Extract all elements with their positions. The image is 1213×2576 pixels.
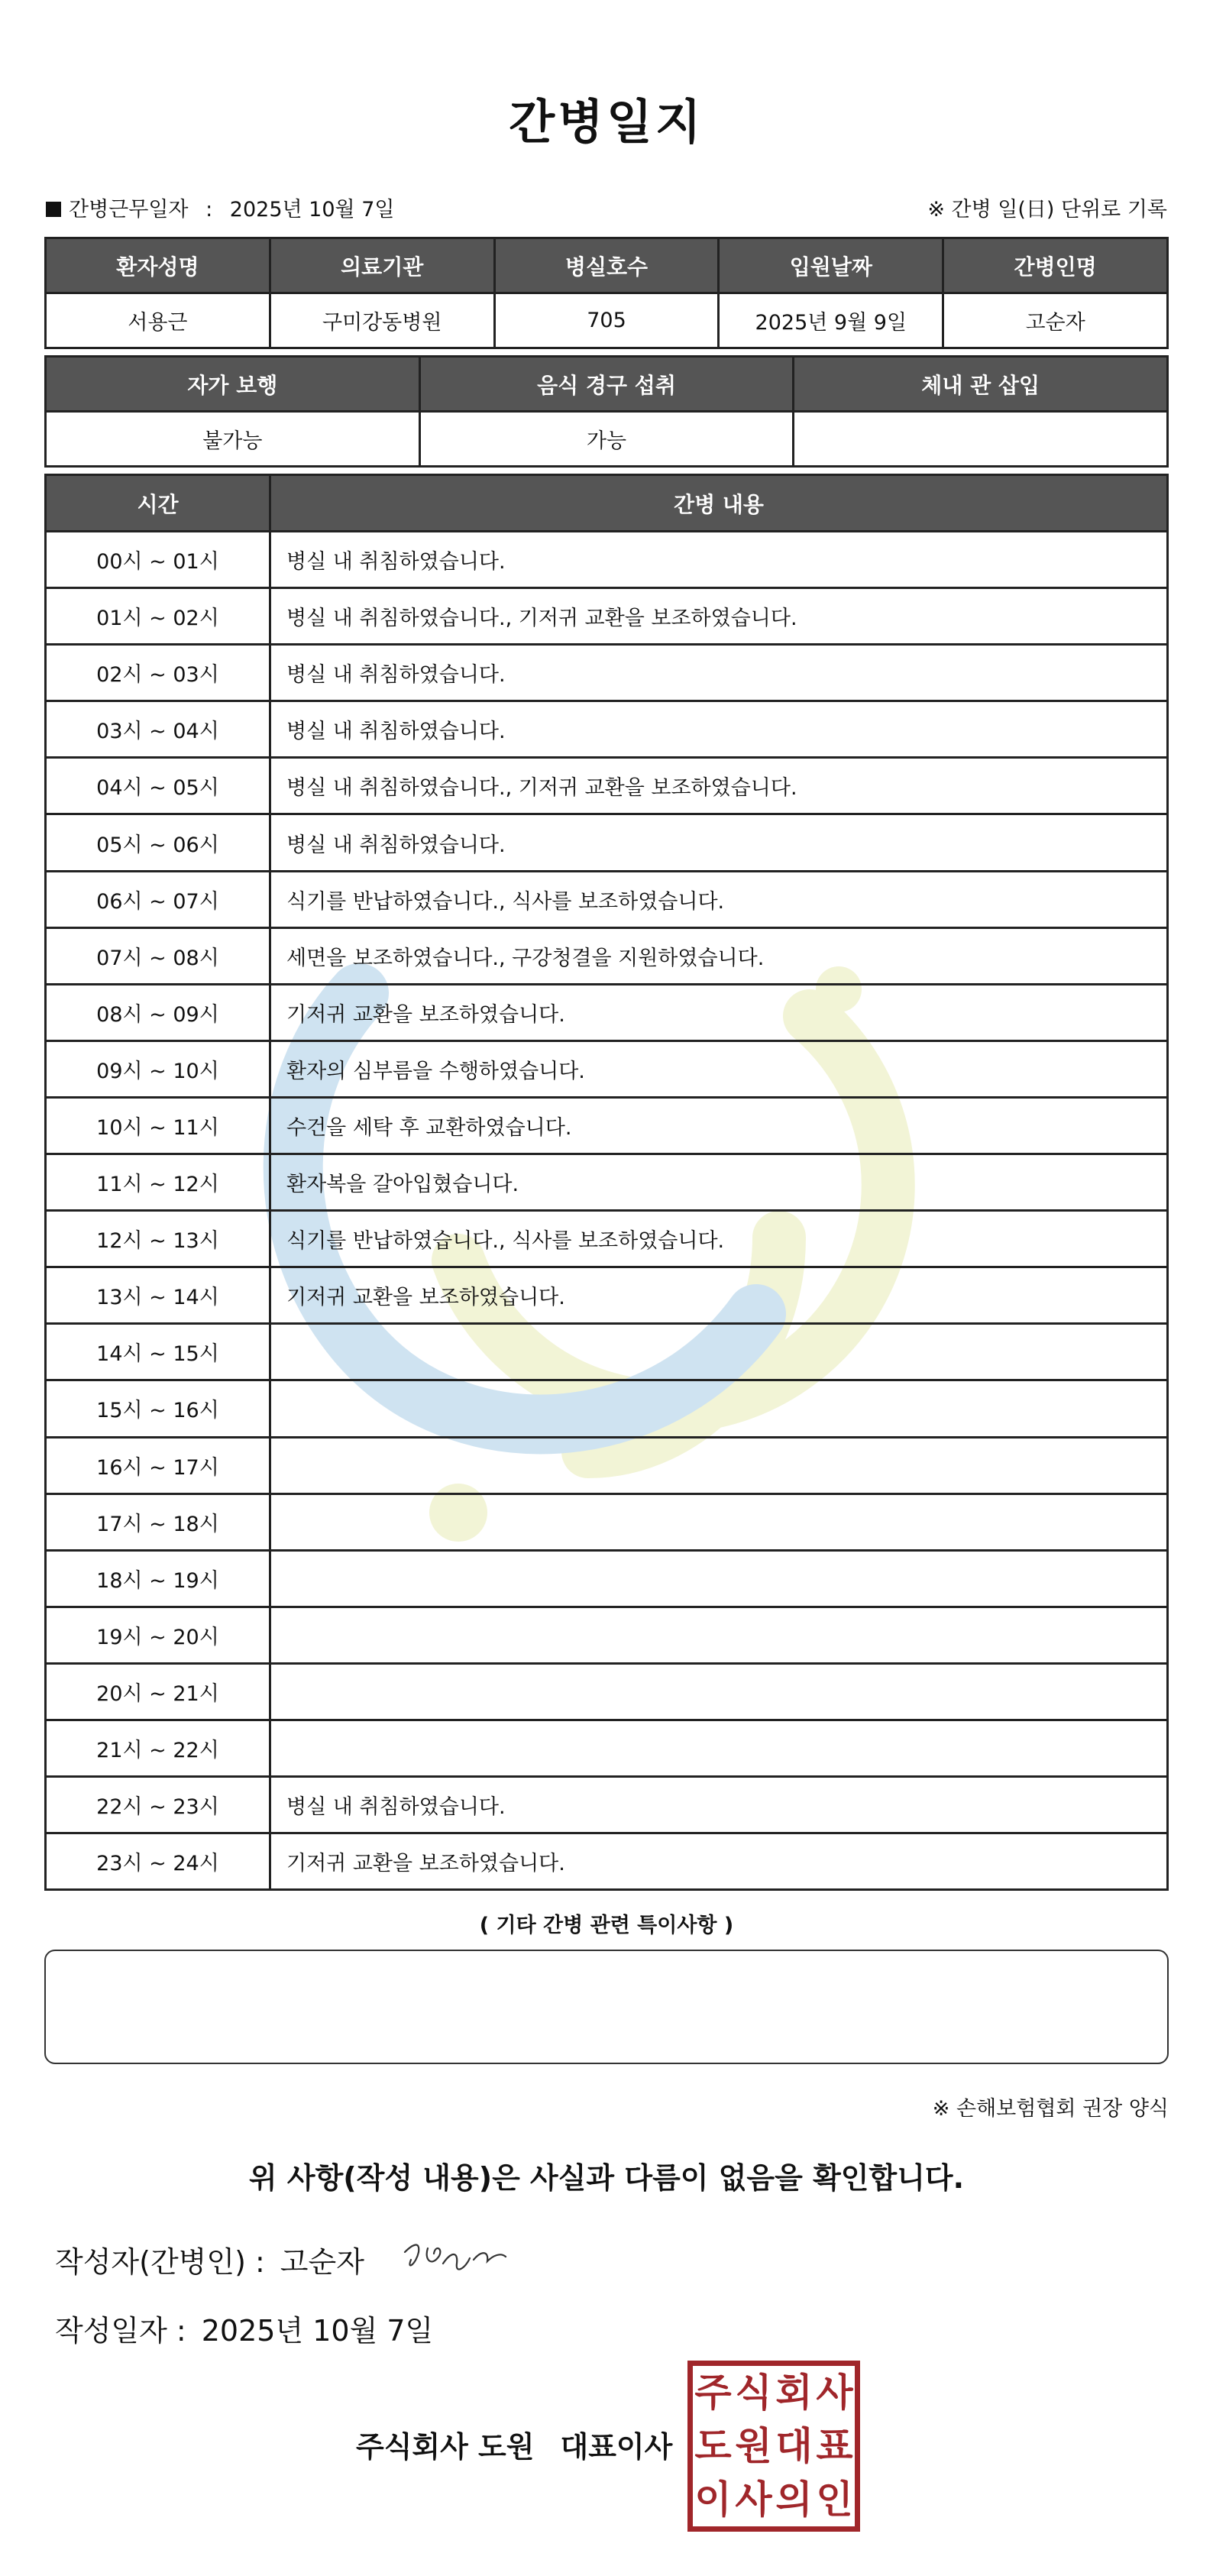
seal-character: 회 <box>775 2371 813 2415</box>
time-slot: 00시 ~ 01시 <box>46 532 270 588</box>
care-content: 병실 내 취침하였습니다. <box>270 1777 1168 1833</box>
seal-character: 식 <box>735 2371 772 2415</box>
patient-name: 서용근 <box>46 293 270 348</box>
admission-date: 2025년 9월 9일 <box>719 293 943 348</box>
care-content: 병실 내 취침하였습니다. <box>270 814 1168 871</box>
care-content <box>270 1380 1168 1437</box>
care-content: 세면을 보조하였습니다., 구강청결을 지원하였습니다. <box>270 927 1168 984</box>
table-row <box>46 701 1168 758</box>
care-content: 수건을 세탁 후 교환하였습니다. <box>270 1097 1168 1154</box>
header-room-number: 병실호수 <box>494 238 719 293</box>
written-date-label: 작성일자 : <box>55 2314 186 2348</box>
time-slot: 17시 ~ 18시 <box>46 1493 270 1550</box>
time-slot: 21시 ~ 22시 <box>46 1720 270 1776</box>
seal-character: 주 <box>694 2371 732 2415</box>
seal-character: 의 <box>775 2477 813 2522</box>
time-slot: 03시 ~ 04시 <box>46 701 270 758</box>
patient-status-table <box>44 355 1169 468</box>
header-hospital: 의료기관 <box>270 238 494 293</box>
table-row <box>46 645 1168 701</box>
square-bullet-icon <box>46 202 61 217</box>
writer-name: 고순자 <box>280 2245 364 2279</box>
table-row <box>46 1720 1168 1776</box>
notes-box <box>44 1950 1169 2064</box>
written-date-line <box>55 2307 433 2349</box>
seal-character: 도 <box>694 2424 732 2468</box>
time-slot: 18시 ~ 19시 <box>46 1550 270 1607</box>
table-row <box>46 1777 1168 1833</box>
seal-character: 인 <box>816 2477 853 2522</box>
table-row <box>46 1211 1168 1267</box>
table-row <box>46 1097 1168 1154</box>
header-care-content: 간병 내용 <box>270 475 1168 532</box>
care-content: 병실 내 취침하였습니다., 기저귀 교환을 보조하였습니다. <box>270 758 1168 814</box>
time-slot: 07시 ~ 08시 <box>46 927 270 984</box>
seal-character: 이 <box>694 2477 732 2522</box>
work-date-label: 간병근무일자 <box>69 198 189 222</box>
table-row <box>46 1607 1168 1663</box>
patient-info-table <box>44 237 1169 349</box>
header-patient-name: 환자성명 <box>46 238 270 293</box>
confirmation-statement: 위 사항(작성 내용)은 사실과 다름이 없음을 확인합니다. <box>248 2161 965 2195</box>
writer-label: 작성자(간병인) : <box>55 2245 265 2279</box>
time-slot: 04시 ~ 05시 <box>46 758 270 814</box>
care-content <box>270 1720 1168 1776</box>
hospital-name: 구미강동병원 <box>270 293 494 348</box>
seal-character: 대 <box>775 2424 813 2468</box>
care-content: 환자복을 갈아입혔습니다. <box>270 1154 1168 1211</box>
time-slot: 08시 ~ 09시 <box>46 984 270 1040</box>
care-content: 기저귀 교환을 보조하였습니다. <box>270 1267 1168 1324</box>
header-tube-insertion: 체내 관 삽입 <box>794 357 1168 412</box>
company-seal-stamp <box>687 2361 860 2532</box>
table-row <box>46 532 1168 588</box>
notes-title: ( 기타 간병 관련 특이사항 ) <box>479 1914 734 1937</box>
work-date-value: 2025년 10월 7일 <box>229 198 395 222</box>
written-date-value: 2025년 10월 7일 <box>201 2314 434 2348</box>
table-row <box>46 1550 1168 1607</box>
time-slot: 11시 ~ 12시 <box>46 1154 270 1211</box>
table-row <box>46 1380 1168 1437</box>
header-caregiver-name: 간병인명 <box>943 238 1168 293</box>
care-content: 식기를 반납하였습니다., 식사를 보조하였습니다. <box>270 871 1168 927</box>
table-row <box>46 1493 1168 1550</box>
tube-insertion-value <box>794 412 1168 467</box>
header-admission-date: 입원날짜 <box>719 238 943 293</box>
table-row <box>46 814 1168 871</box>
care-content: 기저귀 교환을 보조하였습니다. <box>270 984 1168 1040</box>
seal-character: 원 <box>735 2424 772 2468</box>
time-slot: 15시 ~ 16시 <box>46 1380 270 1437</box>
care-content: 병실 내 취침하였습니다. <box>270 701 1168 758</box>
care-content: 식기를 반납하였습니다., 식사를 보조하였습니다. <box>270 1211 1168 1267</box>
time-slot: 12시 ~ 13시 <box>46 1211 270 1267</box>
time-slot: 19시 ~ 20시 <box>46 1607 270 1663</box>
table-row <box>46 871 1168 927</box>
time-slot: 22시 ~ 23시 <box>46 1777 270 1833</box>
company-line <box>356 2423 672 2465</box>
table-row <box>46 758 1168 814</box>
care-content <box>270 1493 1168 1550</box>
self-walking-value: 불가능 <box>46 412 420 467</box>
page-title: 간병일지 <box>509 94 704 150</box>
table-row <box>46 1833 1168 1890</box>
time-slot: 23시 ~ 24시 <box>46 1833 270 1890</box>
care-content: 병실 내 취침하였습니다. <box>270 645 1168 701</box>
header-time: 시간 <box>46 475 270 532</box>
time-slot: 09시 ~ 10시 <box>46 1040 270 1097</box>
seal-character: 사 <box>735 2477 772 2522</box>
care-content <box>270 1663 1168 1720</box>
work-date-separator: : <box>205 198 213 222</box>
care-content: 환자의 심부름을 수행하였습니다. <box>270 1040 1168 1097</box>
table-row <box>46 1324 1168 1380</box>
care-log-table <box>44 474 1169 1891</box>
representative-title: 대표이사 <box>560 2430 673 2464</box>
caregiver-name: 고순자 <box>943 293 1168 348</box>
time-slot: 01시 ~ 02시 <box>46 588 270 645</box>
header-self-walking: 자가 보행 <box>46 357 420 412</box>
oral-intake-value: 가능 <box>419 412 794 467</box>
care-content <box>270 1324 1168 1380</box>
care-content <box>270 1607 1168 1663</box>
time-slot: 02시 ~ 03시 <box>46 645 270 701</box>
recommend-note: ※ 손해보험협회 권장 양식 <box>932 2097 1169 2121</box>
time-slot: 16시 ~ 17시 <box>46 1437 270 1493</box>
table-row <box>46 588 1168 645</box>
table-row <box>46 1267 1168 1324</box>
seal-character: 표 <box>816 2424 853 2468</box>
table-row <box>46 1154 1168 1211</box>
work-date-line <box>46 193 394 222</box>
time-slot: 20시 ~ 21시 <box>46 1663 270 1720</box>
time-slot: 14시 ~ 15시 <box>46 1324 270 1380</box>
care-content: 기저귀 교환을 보조하였습니다. <box>270 1833 1168 1890</box>
handwritten-signature <box>397 2229 512 2283</box>
seal-character: 사 <box>816 2371 853 2415</box>
table-row <box>46 984 1168 1040</box>
time-slot: 10시 ~ 11시 <box>46 1097 270 1154</box>
daily-record-note: ※ 간병 일(日) 단위로 기록 <box>927 198 1167 222</box>
care-content: 병실 내 취침하였습니다., 기저귀 교환을 보조하였습니다. <box>270 588 1168 645</box>
room-number: 705 <box>494 293 719 348</box>
company-name: 주식회사 도원 <box>356 2430 535 2464</box>
time-slot: 05시 ~ 06시 <box>46 814 270 871</box>
care-content <box>270 1550 1168 1607</box>
care-content <box>270 1437 1168 1493</box>
header-oral-intake: 음식 경구 섭취 <box>419 357 794 412</box>
time-slot: 06시 ~ 07시 <box>46 871 270 927</box>
time-slot: 13시 ~ 14시 <box>46 1267 270 1324</box>
table-row <box>46 1663 1168 1720</box>
table-row <box>46 927 1168 984</box>
table-row <box>46 1040 1168 1097</box>
table-row <box>46 1437 1168 1493</box>
writer-line <box>55 2238 364 2280</box>
care-content: 병실 내 취침하였습니다. <box>270 532 1168 588</box>
